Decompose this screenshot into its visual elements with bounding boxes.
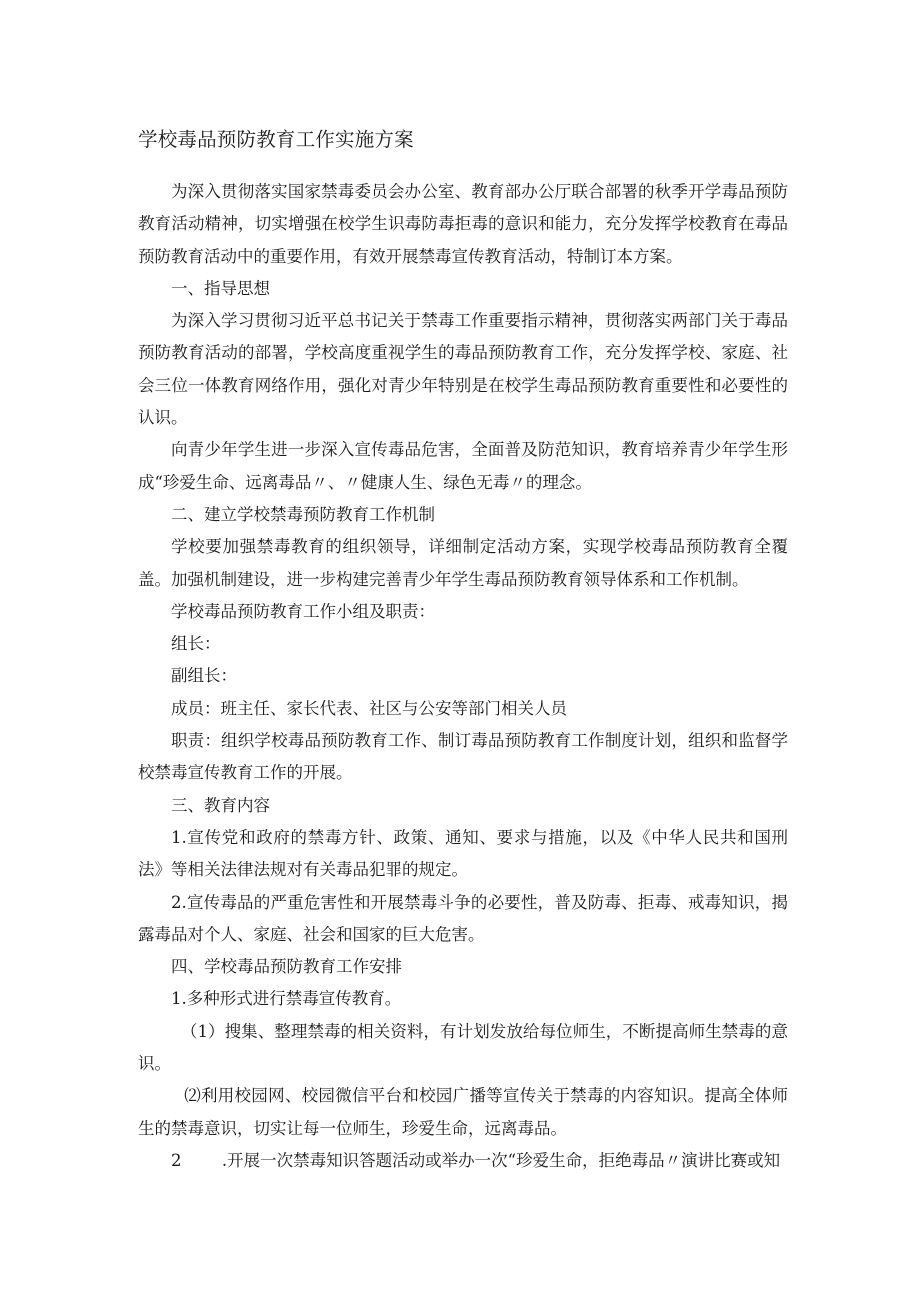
leader-line: 组长： — [171, 634, 221, 654]
paragraph: 学校要加强禁毒教育的组织领导，详细制定活动方案，实现学校毒品预防教育全覆盖。加强机制建设，进一步构建完善青少年学生毒品预防教育领导体系和工作机制。 — [138, 537, 788, 589]
deputy-leader-line: 副组长： — [171, 666, 237, 686]
list-item: 1.宣传党和政府的禁毒方针、政策、通知、要求与措施，以及《中华人民共和国刑法》等相关法律法规对有关毒品犯罪的规定。 — [138, 827, 788, 880]
paragraph: 为深入学习贯彻习近平总书记关于禁毒工作重要指示精神，贯彻落实两部门关于毒品预防教育活动的部署，学校高度重视学生的毒品预防教育工作，充分发挥学校、家庭、社会三位一体教育网络作用，强化对青少年特别是在校学生毒品预防教育重要性和必要性的认识。 — [138, 311, 788, 428]
document-body — [138, 176, 788, 1177]
paragraph: 学校毒品预防教育工作小组及职责： — [171, 601, 435, 621]
list-item: 2.宣传毒品的严重危害性和开展禁毒斗争的必要性，普及防毒、拒毒、戒毒知识，揭露毒品对个人、家庭、社会和国家的巨大危害。 — [138, 892, 788, 944]
section-heading-mechanism: 二、建立学校禁毒预防教育工作机制 — [171, 504, 435, 524]
intro-paragraph: 为深入贯彻落实国家禁毒委员会办公室、教育部办公厅联合部署的秋季开学毒品预防教育活动精神，切实增强在校学生识毒防毒拒毒的意识和能力，充分发挥学校教育在毒品预防教育活动中的重要作用，有效开展禁毒宣传教育活动，特制订本方案。 — [138, 182, 788, 266]
section-heading-content: 三、教育内容 — [171, 795, 270, 815]
section-heading-arrangement: 四、学校毒品预防教育工作安排 — [171, 957, 402, 977]
list-item: 1.多种形式进行禁毒宣传教育。 — [171, 989, 402, 1009]
members-line: 成员：班主任、家长代表、社区与公安等部门相关人员 — [171, 698, 567, 718]
duties-paragraph: 职责：组织学校毒品预防教育工作、制订毒品预防教育工作制度计划，组织和监督学校禁毒宣传教育工作的开展。 — [138, 731, 788, 783]
section-heading-guiding-ideology: 一、指导思想 — [171, 278, 270, 298]
sub-list-item: （1）搜集、整理禁毒的相关资料，有计划发放给每位师生，不断提高师生禁毒的意识。 — [138, 1021, 788, 1074]
list-item: 2 .开展一次禁毒知识答题活动或举办一次“珍爱生命，拒绝毒品〃演讲比赛或知 — [171, 1150, 781, 1170]
document-title: 学校毒品预防教育工作实施方案 — [138, 128, 414, 151]
sub-list-item: ⑵利用校园网、校园微信平台和校园广播等宣传关于禁毒的内容知识。提高全体师生的禁毒意识，切实让每一位师生，珍爱生命，远离毒品。 — [138, 1086, 788, 1138]
paragraph: 向青少年学生进一步深入宣传毒品危害，全面普及防范知识，教育培养青少年学生形成“珍爱生命、远离毒品〃、〃健康人生、绿色无毒〃的理念。 — [138, 440, 788, 492]
